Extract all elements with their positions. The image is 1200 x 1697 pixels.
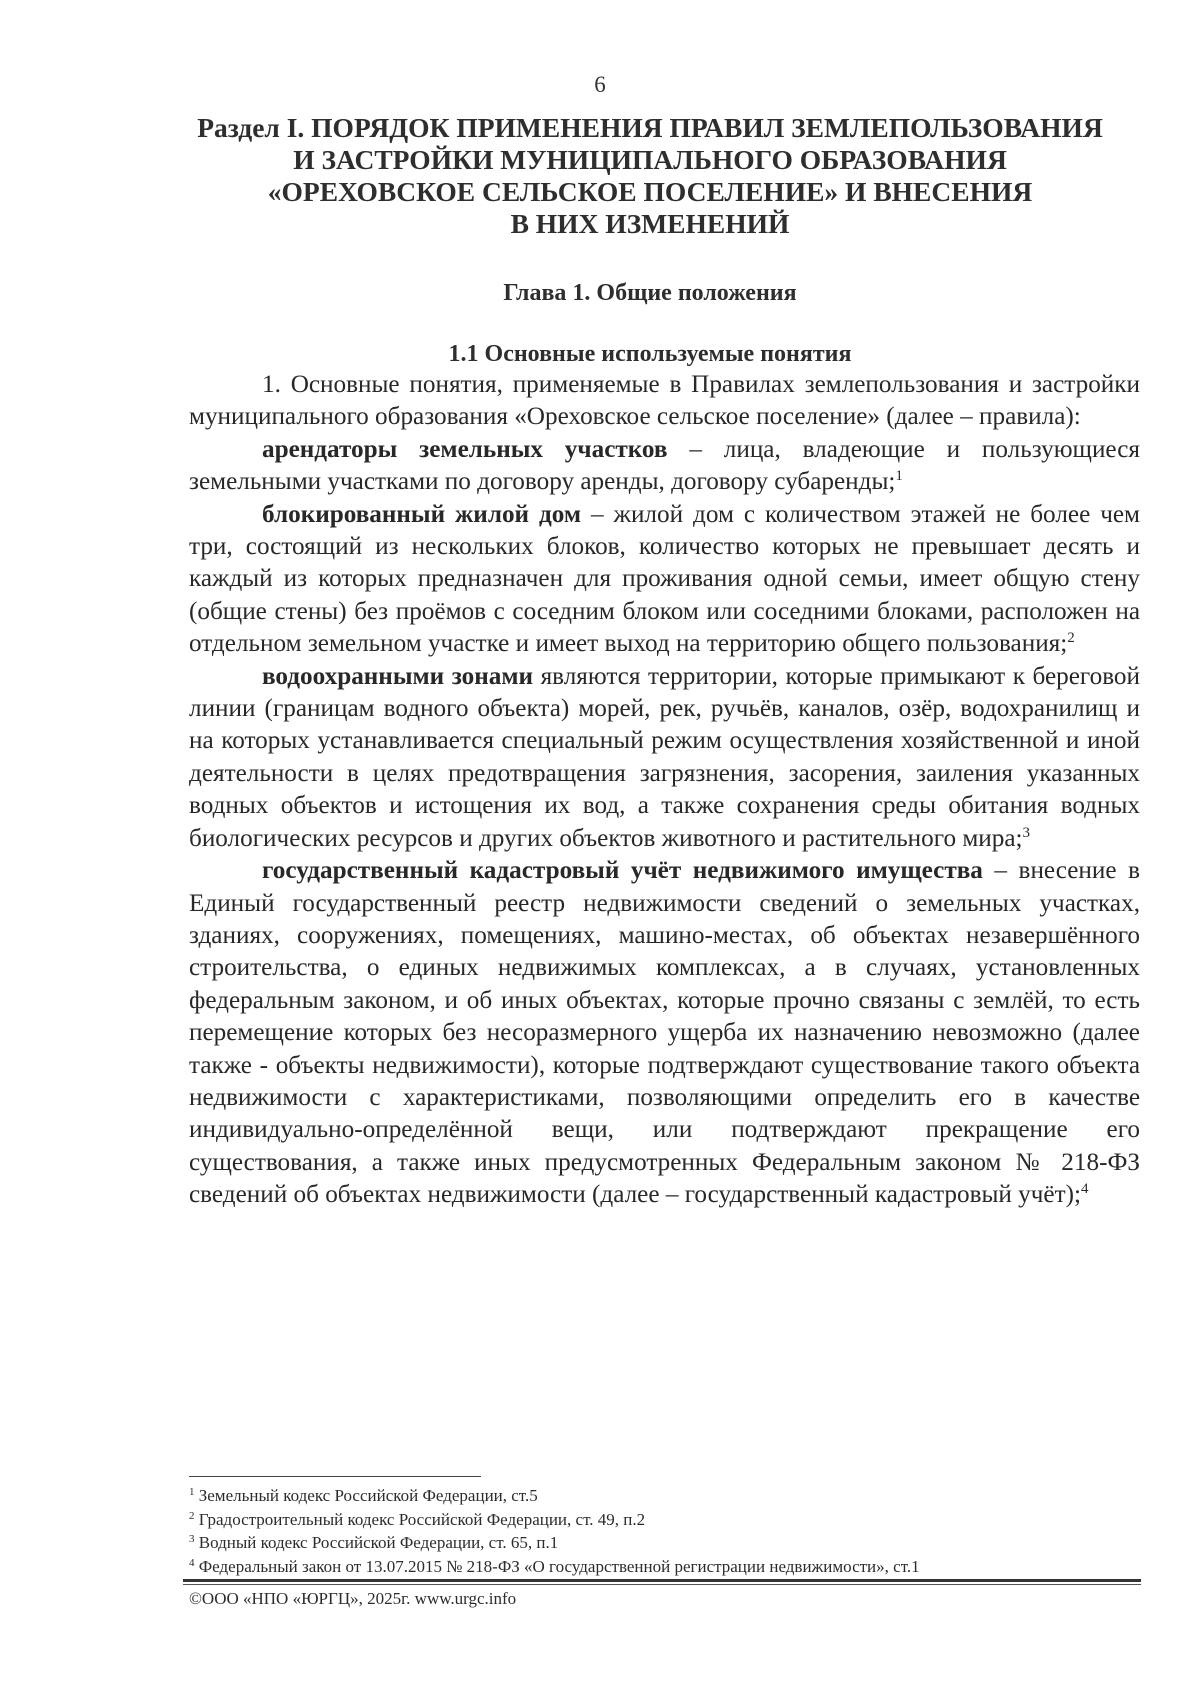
definition-term: арендаторы земельных участков bbox=[262, 435, 668, 463]
footnote-text: Водный кодекс Российской Федерации, ст. 65, п.1 bbox=[198, 1533, 559, 1552]
footer-divider-thin bbox=[183, 1584, 1141, 1585]
definition-term: водоохранными зонами bbox=[262, 662, 534, 690]
footnote-reference: 2 bbox=[1067, 630, 1075, 647]
section-title-line: И ЗАСТРОЙКИ МУНИЦИПАЛЬНОГО ОБРАЗОВАНИЯ bbox=[293, 144, 1007, 175]
definition-paragraph bbox=[189, 434, 1140, 499]
footnote-reference: 4 bbox=[1081, 1181, 1089, 1198]
footnote-text: Федеральный закон от 13.07.2015 № 218-ФЗ «О государственной регистрации недвижимости», ст.1 bbox=[198, 1556, 920, 1576]
footnotes bbox=[189, 1484, 1149, 1578]
footer-divider bbox=[183, 1579, 1141, 1582]
definition-text: – внесение в Единый государственный реестр недвижимости сведений о земельных участках, зданиях, сооружениях, помещениях, машино-местах, об объектах незавершённого строительства, о единых недвижимых комплексах, а в случаях, установленных федеральным законом, и об иных объектах, которые прочно связаны с землёй, то есть перемещение которых без несоразмерного ущерба их назначению невозможно (далее также - объекты недвижимости), которые подтверждают существование такого объекта недвижимости с характеристиками, позволяющими определить его в качестве индивидуально-определённой вещи, или подтверждают прекращение его существования, а также иных предусмотренных Федеральным законом № 218-ФЗ сведений об объектах недвижимости (далее – государственный кадастровый учёт); bbox=[189, 857, 1140, 1209]
definition-paragraph bbox=[189, 499, 1140, 661]
definition-term: блокированный жилой дом bbox=[262, 500, 582, 528]
chapter-title: Глава 1. Общие положения bbox=[503, 280, 797, 306]
footnote bbox=[189, 1508, 1149, 1532]
footnote-text: Земельный кодекс Российской Федерации, ст.5 bbox=[198, 1486, 538, 1505]
definition-text: – лица, владеющие и пользующиеся земельными участками по договору аренды, договору субаренды; bbox=[189, 435, 1141, 496]
subsection-title: 1.1 Основные используемые понятия bbox=[448, 341, 852, 367]
footnote-number: 1 bbox=[189, 1486, 195, 1498]
definition-text: – жилой дом с количеством этажей не более чем три, состоящий из нескольких блоков, количество которых не превышает десять и каждый из которых предназначен для проживания одной семьи, имеет общую стену (общие стены) без проёмов с соседним блоком или соседними блоками, расположен на отдельном земельном участке и имеет выход на территорию общего пользования; bbox=[189, 500, 1140, 658]
footnote bbox=[189, 1484, 1149, 1508]
footnote-divider bbox=[189, 1476, 481, 1477]
section-title-line: В НИХ ИЗМЕНЕНИЙ bbox=[510, 208, 790, 239]
footer-copyright: ©ООО «НПО «ЮРГЦ», 2025г. www.urgc.info bbox=[189, 1589, 517, 1608]
definition-text: являются территории, которые примыкают к береговой линии (границам водного объекта) морей, рек, ручьёв, каналов, озёр, водохранилищ и на которых устанавливается специальный режим осуществления хозяйственной и иной деятельности в целях предотвращения загрязнения, засорения, заиления указанных водных объектов и истощения их вод, а также сохранения среды обитания водных биологических ресурсов и других объектов животного и растительного мира; bbox=[189, 662, 1140, 852]
footnote bbox=[189, 1555, 1149, 1579]
section-title-line: «ОРЕХОВСКОЕ СЕЛЬСКОЕ ПОСЕЛЕНИЕ» И ВНЕСЕНИЯ bbox=[267, 176, 1033, 207]
body-text bbox=[189, 369, 1140, 1212]
section-title bbox=[150, 112, 1150, 240]
section-title-line: Раздел I. ПОРЯДОК ПРИМЕНЕНИЯ ПРАВИЛ ЗЕМЛЕПОЛЬЗОВАНИЯ bbox=[197, 112, 1103, 143]
footnote bbox=[189, 1531, 1149, 1555]
footnote-text: Градостроительный кодекс Российской Федерации, ст. 49, п.2 bbox=[198, 1509, 646, 1529]
page-number: 6 bbox=[594, 72, 606, 97]
footnote-number: 2 bbox=[189, 1509, 195, 1522]
footnote-number: 3 bbox=[189, 1533, 195, 1545]
definition-paragraph bbox=[189, 855, 1140, 1211]
definition-paragraph bbox=[189, 661, 1140, 855]
footnote-number: 4 bbox=[189, 1556, 195, 1569]
footnote-reference: 1 bbox=[895, 468, 903, 485]
footnote-reference: 3 bbox=[1022, 824, 1031, 841]
intro-paragraph: 1. Основные понятия, применяемые в Правилах землепользования и застройки муниципального образования «Ореховское сельское поселение» (далее – правила): bbox=[189, 371, 1140, 431]
definition-term: государственный кадастровый учёт недвижимого имущества bbox=[262, 857, 983, 885]
